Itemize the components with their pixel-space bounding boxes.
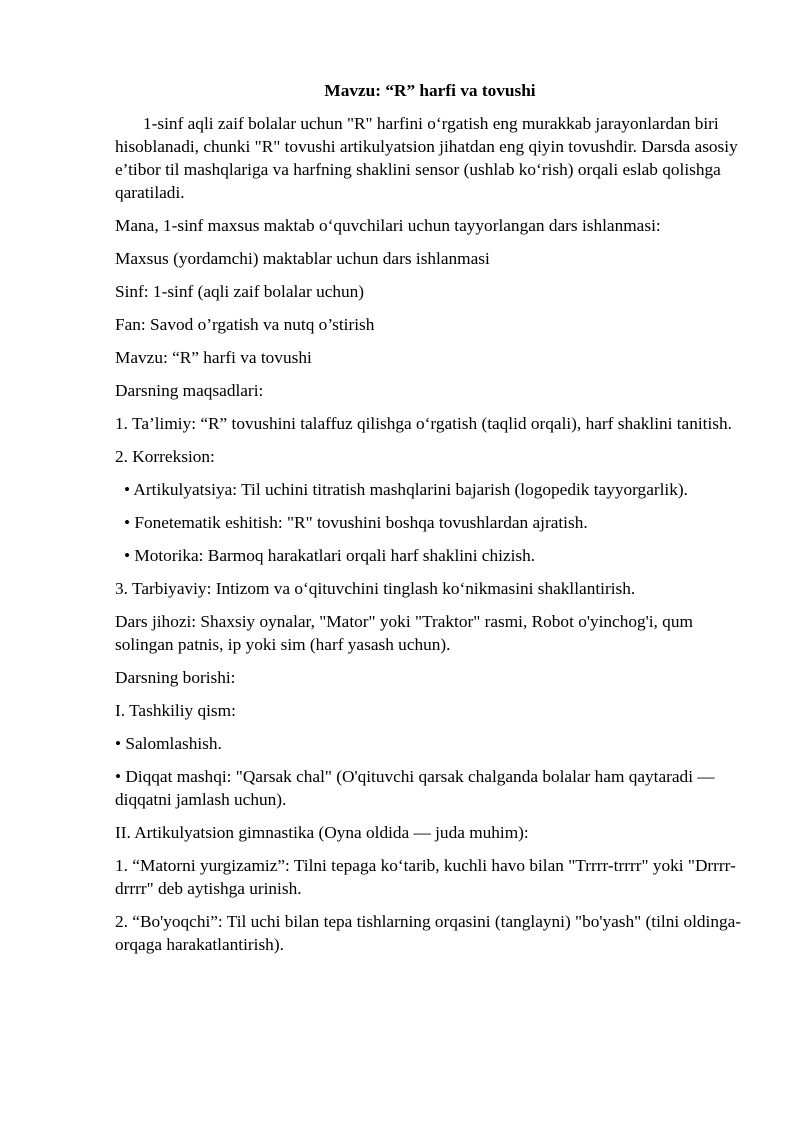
exercise-painter: 2. “Bo'yoqchi”: Til uchi bilan tepa tishlarning orqasini (tanglayni) "bo'yash" (tilni oldinga-orqaga harakatlantirish). (115, 912, 742, 954)
document-page (115, 79, 745, 966)
goal-educational: 1. Ta’limiy: “R” tovushini talaffuz qilishga o‘rgatish (taqlid orqali), harf shaklini tanitish. (115, 414, 732, 433)
exercise-motor: 1. “Matorni yurgizamiz”: Tilni tepaga ko‘tarib, kuchli havo bilan "Trrrr-trrrr" yoki "Drrrr-drrrr" deb aytishga urinish. (115, 856, 736, 898)
lesson-equipment: Dars jihozi: Shaxsiy oynalar, "Mator" yoki "Traktor" rasmi, Robot o'yinchog'i, qum solingan patnis, ip yoki sim (harf yasash uchun). (115, 612, 693, 654)
topic-line: Mavzu: “R” harfi va tovushi (115, 348, 312, 367)
goal-correctional: 2. Korreksion: (115, 447, 215, 466)
lesson-plan-intro: Mana, 1-sinf maxsus maktab o‘quvchilari uchun tayyorlangan dars ishlanmasi: (115, 216, 661, 235)
goal-upbringing: 3. Tarbiyaviy: Intizom va o‘qituvchini tinglash ko‘nikmasini shakllantirish. (115, 579, 636, 598)
lesson-flow-heading: Darsning borishi: (115, 668, 236, 687)
class-line: Sinf: 1-sinf (aqli zaif bolalar uchun) (115, 282, 365, 301)
subject-line: Fan: Savod o’rgatish va nutq o’stirish (115, 315, 375, 334)
articulation-gymnastics-heading: II. Artikulyatsion gimnastika (Oyna oldida — juda muhim): (115, 823, 529, 842)
document-title: Mavzu: “R” harfi va tovushi (324, 81, 536, 100)
plan-heading: Maxsus (yordamchi) maktablar uchun dars ishlanmasi (115, 249, 490, 268)
goals-heading: Darsning maqsadlari: (115, 381, 264, 400)
bullet-greeting: • Salomlashish. (115, 734, 222, 753)
bullet-attention-exercise: • Diqqat mashqi: "Qarsak chal" (O'qituvchi qarsak chalganda bolalar ham qaytaradi — diqqatni jamlash uchun). (115, 767, 715, 809)
intro-paragraph: 1-sinf aqli zaif bolalar uchun "R" harfini o‘rgatish eng murakkab jarayonlardan biri hisoblanadi, chunki "R" tovushi artikulyatsion jihatdan eng qiyin tovushdir. Darsda asosiy e’tibor til mashqlariga va harfning shaklini sensor (ushlab ko‘rish) orqali eslab qolishga qaratiladi. (115, 114, 738, 202)
bullet-motor-skills: • Motorika: Barmoq harakatlari orqali harf shaklini chizish. (124, 546, 536, 565)
organizational-part-heading: I. Tashkiliy qism: (115, 701, 236, 720)
bullet-phonematic-hearing: • Fonetematik eshitish: "R" tovushini boshqa tovushlardan ajratish. (124, 513, 588, 532)
bullet-articulation: • Artikulyatsiya: Til uchini titratish mashqlarini bajarish (logopedik tayyorgarlik). (124, 480, 688, 499)
